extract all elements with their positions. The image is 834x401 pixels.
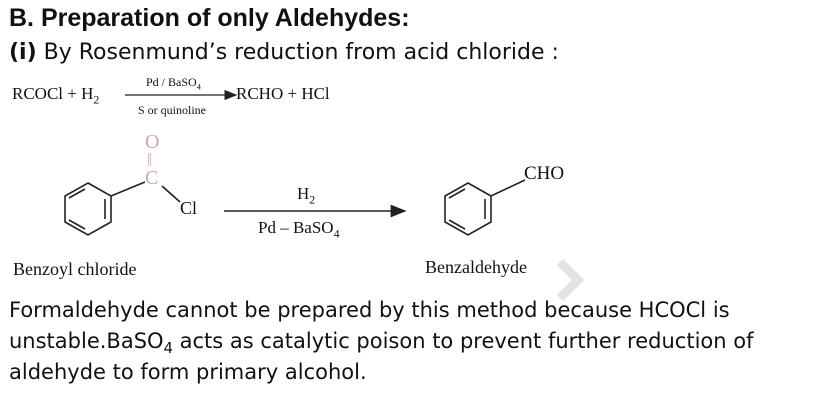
paragraph-line-3: aldehyde to form primary alcohol. xyxy=(9,360,367,384)
paragraph-line-2: unstable.BaSO$_4$ acts as catalytic poison to prevent further reduction of xyxy=(9,329,754,358)
ring-aldehyde-bond xyxy=(491,180,525,196)
paragraph-line-1: Formaldehyde cannot be prepared by this method because HCOCl is xyxy=(9,298,730,322)
aldehyde-group-label: CHO xyxy=(524,163,565,184)
watermark-chevron xyxy=(560,262,578,298)
benzoyl-chloride-ring xyxy=(65,183,111,235)
equation-reactants: RCOCl + $H_2$ xyxy=(12,84,100,107)
scheme-reagent-below: Pd – BaSO$_4$ xyxy=(258,218,340,241)
carbonyl-oxygen-label: O xyxy=(145,131,160,153)
method-title: By Rosenmund’s reduction from acid chloride : xyxy=(36,40,559,65)
carbonyl-chlorine-bond xyxy=(162,186,180,202)
ring-carbonyl-bond xyxy=(111,182,145,196)
chlorine-label: Cl xyxy=(180,198,198,218)
reactant-name: Benzoyl chloride xyxy=(13,259,137,279)
equation-condition-below: S or quinoline xyxy=(138,103,206,117)
equation-condition-above: Pd / BaSO$_4$ xyxy=(146,75,201,92)
method-marker: (i) xyxy=(9,40,37,65)
equation-products: RCHO + HCl xyxy=(236,84,330,103)
benzaldehyde-ring xyxy=(445,183,491,235)
carbonyl-carbon-label: C xyxy=(145,167,159,189)
product-name: Benzaldehyde xyxy=(425,257,527,277)
section-heading: B. Preparation of only Aldehydes: xyxy=(9,4,410,32)
carbonyl-double-bond: || xyxy=(147,151,152,167)
scheme-reagent-above: $H_2$ xyxy=(297,184,316,207)
